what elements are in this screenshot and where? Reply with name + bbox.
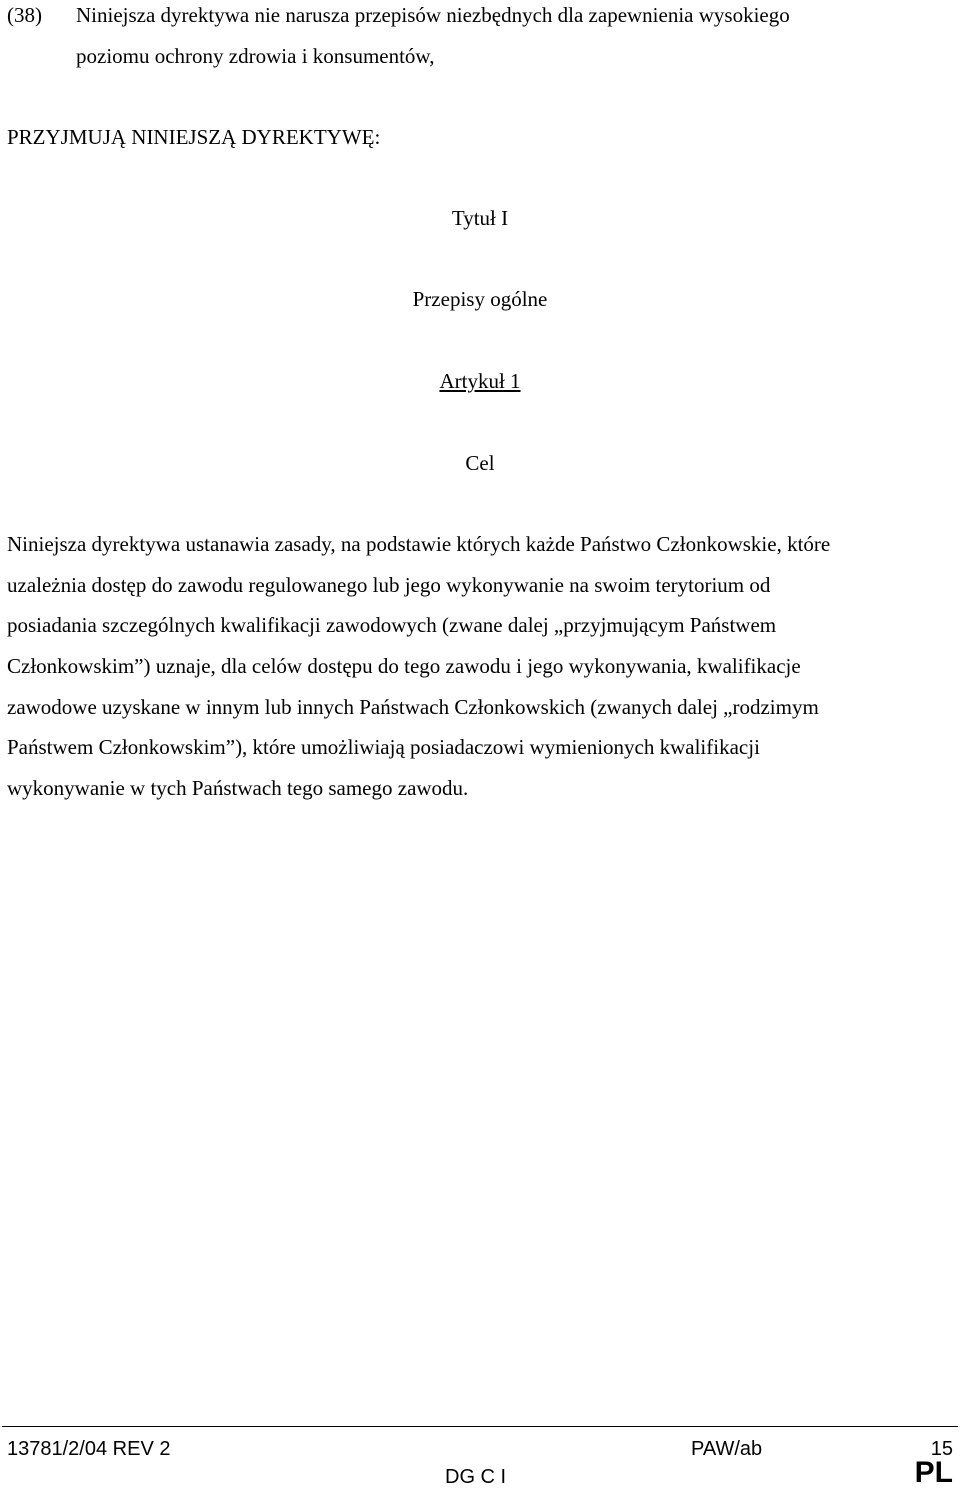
- title-name: Przepisy ogólne: [412, 287, 548, 311]
- footer-divider: [2, 1426, 958, 1427]
- author-initials: PAW/ab: [691, 1438, 763, 1460]
- page-number: 15: [930, 1438, 953, 1460]
- directorate-label: DG C I: [445, 1466, 507, 1488]
- article-body-line: posiadania szczególnych kwalifikacji zawodowych (zwane dalej „przyjmującym Państwem: [7, 613, 777, 638]
- article-body-line: Członkowskim”) uznaje, dla celów dostępu do tego zawodu i jego wykonywania, kwalifikacje: [7, 654, 801, 679]
- language-code: PL: [914, 1456, 953, 1489]
- article-body: [7, 531, 953, 816]
- article-body-line: Niniejsza dyrektywa ustanawia zasady, na podstawie których każde Państwo Członkowskie, które: [7, 532, 831, 556]
- document-reference: 13781/2/04 REV 2: [7, 1438, 171, 1460]
- article-label-text: Artykuł 1: [439, 369, 521, 393]
- recital-number: (38): [7, 3, 42, 27]
- recital-text-line: Niniejsza dyrektywa nie narusza przepisów niezbędnych dla zapewnienia wysokiego: [76, 3, 790, 27]
- article-heading: Cel: [465, 451, 495, 475]
- article-body-line: uzależnia dostęp do zawodu regulowanego lub jego wykonywanie na swoim terytorium od: [7, 572, 771, 597]
- adoption-formula: PRZYJMUJĄ NINIEJSZĄ DYREKTYWĘ:: [7, 125, 381, 149]
- article-body-line: zawodowe uzyskane w innym lub innych Państwach Członkowskich (zwanych dalej „rodzimym: [7, 694, 819, 719]
- article-body-line: wykonywanie w tych Państwach tego samego zawodu.: [7, 776, 469, 801]
- article-body-line: Państwem Członkowskim”), które umożliwiają posiadaczowi wymienionych kwalifikacji: [7, 735, 760, 760]
- recital-text-line: poziomu ochrony zdrowia i konsumentów,: [76, 44, 435, 68]
- title-number: Tytuł I: [451, 206, 509, 230]
- article-label: [0, 368, 960, 394]
